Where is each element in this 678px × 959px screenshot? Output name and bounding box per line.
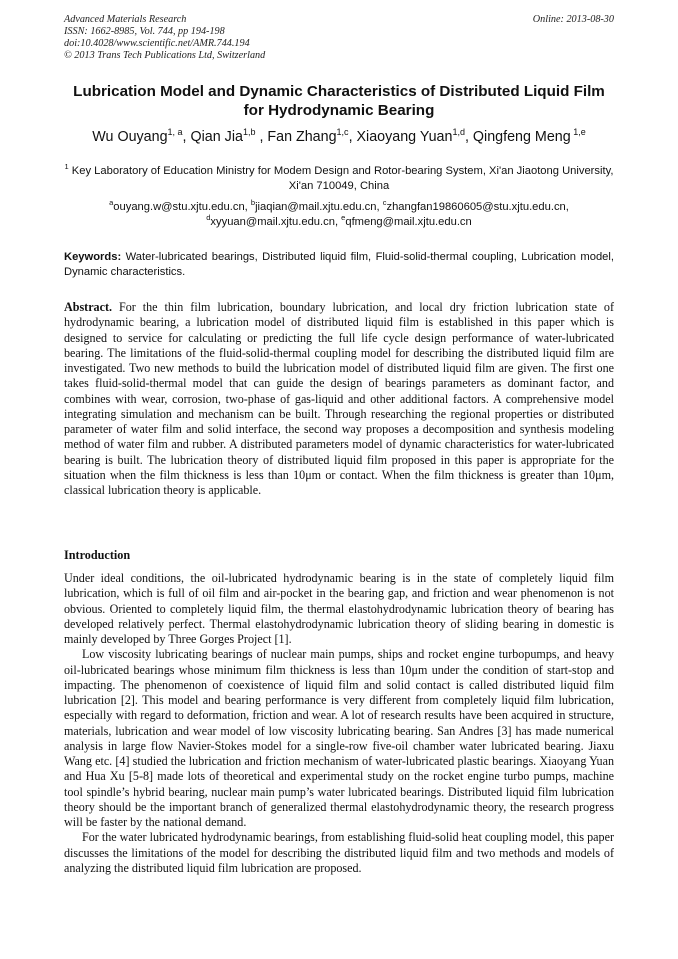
author-separator: , bbox=[464, 129, 473, 145]
author-separator: , bbox=[182, 129, 191, 145]
doi-line: doi:10.4028/www.scientific.net/AMR.744.194 bbox=[64, 38, 250, 49]
email-entry bbox=[109, 198, 251, 213]
email-separator: , bbox=[565, 201, 569, 213]
email-address[interactable]: zhangfan19860605@stu.xjtu.edu.cn bbox=[386, 201, 566, 213]
paper-title: Lubrication Model and Dynamic Characteristics of Distributed Liquid Film for Hydrodynamic Bearing bbox=[73, 83, 605, 119]
affiliation-sup: 1 bbox=[64, 162, 69, 171]
email-separator: , bbox=[334, 216, 342, 228]
section-heading-introduction: Introduction bbox=[64, 548, 131, 562]
affiliation bbox=[64, 164, 614, 194]
keywords-text: Water-lubricated bearings, Distributed liquid film, Fluid-solid-thermal coupling, Lubrication model, Dynamic characteristics. bbox=[64, 251, 614, 278]
author-sup: 1,c bbox=[336, 127, 349, 137]
email-entry bbox=[382, 198, 569, 213]
author bbox=[357, 129, 473, 145]
email-address[interactable]: qfmeng@mail.xjtu.edu.cn bbox=[345, 216, 472, 228]
author-name: Fan Zhang bbox=[267, 129, 337, 145]
author-sup: 1,e bbox=[570, 127, 586, 137]
email-sup: d bbox=[206, 213, 211, 222]
author bbox=[191, 129, 268, 145]
author-name: Qingfeng Meng bbox=[472, 129, 571, 145]
email-sup: a bbox=[109, 198, 114, 207]
email-entry bbox=[250, 198, 383, 213]
author-separator: , bbox=[255, 129, 268, 145]
email-sup: c bbox=[382, 198, 387, 207]
email-separator: , bbox=[376, 201, 383, 213]
author bbox=[92, 129, 190, 145]
abstract-text: For the thin film lubrication, boundary lubrication, and local dry friction lubrication state of hydrodynamic bearing, a lubrication model of distributed liquid film is established in this paper which is designed to service for calculating or predicting the full life cycle design performance of water-lubricated bearing. The limitations of the fluid-solid-thermal coupling model for describing the distributed liquid film are investigated. Two new methods to build the lubrication model of distributed liquid film are given. The first one takes fluid-solid-thermal model that can guide the design of bearings parameters as dominant factor, and combines with wear, corrosion, two-phase of gas-liquid and other additional factors. A comprehensive model integrating simulation and mechanism can be built. Through researching the regional properties or distributed parameter of water film and solid interface, the second way proposes a decomposition and synthesis modeling method of water film and rubber. A distributed parameters model of dynamic characteristics for water-lubricated bearing is built. The lubrication theory of distributed liquid film proposed in this paper is appropriate for the situation when the film thickness is less than 10μm or contact. When the film thickness is greater than 10μm, classical lubrication theory is applicable. bbox=[64, 300, 614, 497]
author-name: Wu Ouyang bbox=[92, 129, 168, 145]
keywords-label: Keywords: bbox=[64, 251, 122, 263]
paragraph: For the water lubricated hydrodynamic bearings, from establishing fluid-solid heat coupling model, this paper discusses the limitations of the model for describing the distributed liquid film and two methods and models of analyzing the distributed liquid film lubrication are proposed. bbox=[64, 830, 614, 875]
paragraph: Under ideal conditions, the oil-lubricated hydrodynamic bearing is in the state of completely liquid film lubrication, which is full of oil film and air-pocket in the bearing gap, and friction and wear phenomenon is not obvious. Oriented to completely liquid film, the thermal elastohydrodynamic lubrication theory of bearing has developed relatively perfect. Thermal elastohydrodynamic lubrication theory of sliding bearing in domestic is mainly developed by Three Gorges Project [1]. bbox=[64, 571, 614, 646]
abstract-label: Abstract. bbox=[64, 300, 113, 314]
email-entry bbox=[341, 213, 472, 228]
email-sup: e bbox=[341, 213, 346, 222]
email-separator: , bbox=[244, 201, 251, 213]
author bbox=[473, 129, 586, 145]
issn-line: ISSN: 1662-8985, Vol. 744, pp 194-198 bbox=[64, 26, 225, 37]
email-sup: b bbox=[250, 198, 256, 207]
email-entry bbox=[206, 213, 342, 228]
introduction-body bbox=[64, 571, 614, 876]
author bbox=[267, 129, 356, 145]
author-sup: 1,d bbox=[452, 127, 465, 137]
email-address[interactable]: xyyuan@mail.xjtu.edu.cn bbox=[210, 216, 335, 228]
copyright-line: © 2013 Trans Tech Publications Ltd, Switzerland bbox=[64, 50, 266, 61]
author-sup: 1, a bbox=[167, 127, 183, 137]
journal-header bbox=[64, 14, 265, 62]
author-list bbox=[40, 128, 638, 146]
author-name: Xiaoyang Yuan bbox=[356, 129, 453, 145]
email-address[interactable]: ouyang.w@stu.xjtu.edu.cn bbox=[113, 201, 245, 213]
email-address[interactable]: jiaqian@mail.xjtu.edu.cn bbox=[255, 201, 377, 213]
author-separator: , bbox=[348, 129, 357, 145]
author-name: Qian Jia bbox=[190, 129, 243, 145]
journal-name: Advanced Materials Research bbox=[64, 14, 187, 25]
abstract-section bbox=[64, 300, 614, 498]
online-date: Online: 2013-08-30 bbox=[532, 14, 614, 25]
email-list bbox=[64, 200, 614, 230]
affiliation-text: Key Laboratory of Education Ministry for Modem Design and Rotor-bearing System, Xi'an Jiaotong University, Xi'an 710049, China bbox=[68, 165, 614, 192]
paragraph: Low viscosity lubricating bearings of nuclear main pumps, ships and rocket engine turbopumps, and heavy oil-lubricated bearings whose minimum film thickness is less than 10μm under the condition of start-stop and impacting. The phenomenon of coexistence of liquid film and solid contact is called distributed liquid film lubrication [2]. This model and bearing performance is very different from completely liquid film lubrication, especially with regard to deformation, friction and wear. A lot of research results have been acquired in structure, materials, lubrication and wear model of low viscosity lubricating bearing. San Andres [3] has made numerical analysis in large flow Navier-Stokes model for a single-row five-oil chamber water lubricated bearing. Jiaxu Wang etc. [4] studied the lubrication and friction mechanism of water-lubricated plastic bearings. Xiaoyang Yuan and Hua Xu [5-8] made lots of theoretical and experimental study on the rocket engine turbo pumps, machine tool spindle’s hybrid bearing, nuclear main pump’s water lubricated bearings. Distributed liquid film lubrication theory should be the important branch of generalized thermal elastohydrodynamic theory, the research progress will be faster by the national demand. bbox=[64, 647, 614, 829]
keywords-section bbox=[64, 250, 614, 280]
author-sup: 1,b bbox=[242, 127, 256, 137]
